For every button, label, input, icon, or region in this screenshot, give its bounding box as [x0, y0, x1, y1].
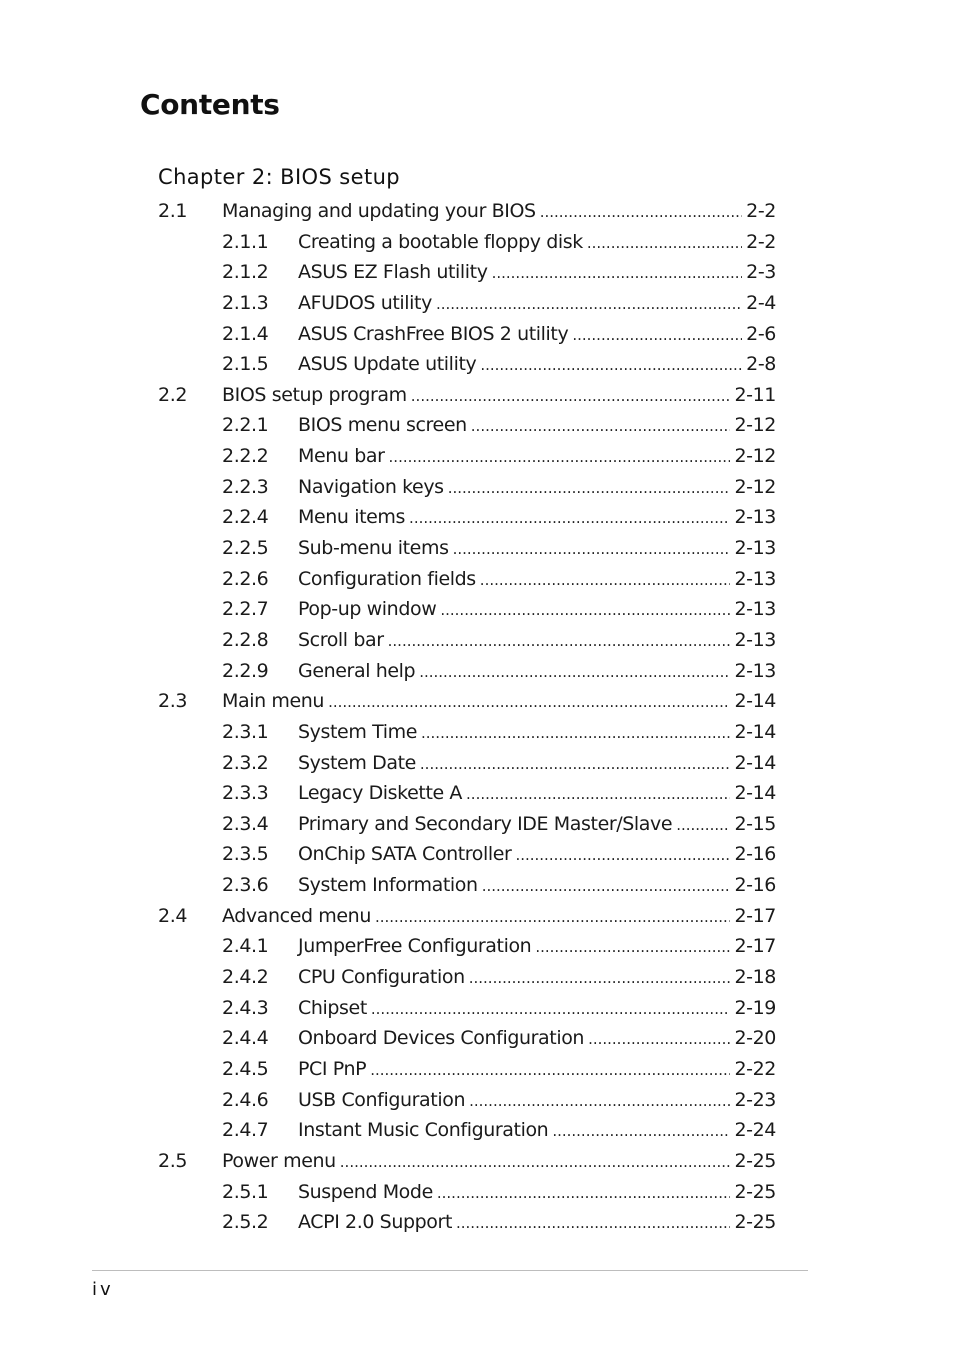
toc-entry-page: 2-25 [734, 1149, 776, 1172]
toc-entry-number: 2.3.1 [222, 720, 269, 743]
toc-entry-line [298, 717, 776, 749]
toc-entry-line [222, 901, 776, 933]
toc-entry-page: 2-8 [746, 353, 776, 376]
toc-entry-line [298, 931, 776, 963]
toc-entry-line [298, 1177, 776, 1209]
toc-entry[interactable] [158, 901, 776, 932]
toc-entry-line [222, 686, 776, 718]
toc-entry-page: 2-12 [734, 445, 776, 468]
toc-entry-label: Instant Music Configuration [298, 1119, 549, 1142]
toc-entry-number: 2.4.4 [222, 1027, 269, 1050]
toc-entry[interactable] [158, 1207, 776, 1238]
toc-entry-line [298, 472, 776, 504]
toc-entry-page: 2-14 [734, 690, 776, 713]
toc-entry-label: Menu items [298, 506, 406, 529]
toc-entry-label: Suspend Mode [298, 1180, 433, 1203]
toc-entry-label: General help [298, 659, 416, 682]
toc-entry[interactable] [158, 931, 776, 962]
toc-entry-number: 2.1.5 [222, 353, 269, 376]
toc-entry-number: 2.2.8 [222, 628, 269, 651]
toc-entry-line [298, 349, 776, 381]
toc-entry-number: 2.4.5 [222, 1057, 269, 1080]
dot-leader [419, 657, 730, 688]
dot-leader [588, 1024, 730, 1055]
toc-entry[interactable] [158, 870, 776, 901]
footer-divider [92, 1270, 808, 1271]
toc-entry-line [298, 625, 776, 657]
toc-entry-number: 2.1.3 [222, 291, 269, 314]
toc-entry-line [298, 993, 776, 1025]
toc-entry[interactable] [158, 993, 776, 1024]
toc-entry[interactable] [158, 778, 776, 809]
toc-entry-page: 2-3 [746, 261, 776, 284]
toc-entry-line [298, 1207, 776, 1239]
dot-leader [492, 258, 743, 289]
toc-entry-label: PCI PnP [298, 1057, 367, 1080]
toc-entry-line [298, 656, 776, 688]
toc-entry[interactable] [158, 1023, 776, 1054]
toc-entry-label: CPU Configuration [298, 966, 465, 989]
toc-entry-page: 2-22 [734, 1057, 776, 1080]
toc-entry-label: BIOS setup program [222, 383, 407, 406]
dot-leader [437, 1178, 731, 1209]
toc-entry-label: Creating a bootable floppy disk [298, 230, 583, 253]
toc-entry-line [298, 748, 776, 780]
dot-leader [440, 595, 730, 626]
toc-entry-page: 2-14 [734, 782, 776, 805]
toc-entry[interactable] [158, 349, 776, 380]
toc-entry-page: 2-17 [734, 935, 776, 958]
toc-entry-label: Legacy Diskette A [298, 782, 463, 805]
toc-entry-line [298, 809, 776, 841]
toc-entry-page: 2-14 [734, 720, 776, 743]
dot-leader [469, 1086, 730, 1117]
toc-entry-page: 2-2 [746, 200, 776, 222]
dot-leader [572, 320, 742, 351]
toc-entry-line [298, 319, 776, 351]
toc-entry-page: 2-12 [734, 475, 776, 498]
toc-entry-page: 2-14 [734, 751, 776, 774]
dot-leader [480, 565, 731, 596]
toc-entry[interactable] [158, 319, 776, 350]
toc-entry-page: 2-19 [734, 996, 776, 1019]
dot-leader [676, 810, 730, 841]
toc-entry-label: Sub-menu items [298, 537, 449, 560]
toc-entry-line [298, 502, 776, 534]
dot-leader [371, 994, 731, 1025]
dot-leader [469, 963, 731, 994]
dot-leader [340, 1147, 731, 1178]
toc-entry-line [298, 410, 776, 442]
toc-entry-label: Menu bar [298, 445, 385, 468]
toc-entry-label: Onboard Devices Configuration [298, 1027, 585, 1050]
dot-leader [482, 871, 731, 902]
toc-entry[interactable] [158, 1054, 776, 1085]
dot-leader [388, 626, 731, 657]
toc-entry[interactable] [158, 809, 776, 840]
toc-entry-page: 2-13 [734, 567, 776, 590]
toc-entry-line [222, 196, 776, 228]
toc-entry-page: 2-13 [734, 537, 776, 560]
toc-entry-label: Navigation keys [298, 475, 444, 498]
toc-entry[interactable] [158, 196, 776, 227]
toc-entry-number: 2.4.1 [222, 935, 269, 958]
toc-entry-number: 2.3.3 [222, 782, 269, 805]
toc-entry[interactable] [158, 1085, 776, 1116]
toc-entry-label: System Information [298, 874, 478, 897]
toc-entry-page: 2-13 [734, 598, 776, 621]
toc-entry-number: 2.5 [158, 1149, 188, 1172]
toc-entry-number: 2.4 [158, 904, 188, 927]
toc-entry-line [298, 227, 776, 259]
toc-entry[interactable] [158, 257, 776, 288]
toc-entry-number: 2.3.2 [222, 751, 269, 774]
toc-entry-label: ASUS EZ Flash utility [298, 261, 488, 284]
toc-entry-page: 2-17 [734, 904, 776, 927]
toc-entry-page: 2-6 [746, 322, 776, 345]
page-title: Contents [140, 88, 280, 121]
toc-entry-page: 2-16 [734, 874, 776, 897]
dot-leader [587, 228, 742, 259]
toc-entry[interactable] [158, 839, 776, 870]
toc-entry-label: Managing and updating your BIOS [222, 200, 536, 222]
dot-leader [471, 411, 731, 442]
dot-leader [436, 289, 742, 320]
toc-entry-label: BIOS menu screen [298, 414, 467, 437]
toc-entry-page: 2-13 [734, 506, 776, 529]
toc-entry-number: 2.5.1 [222, 1180, 269, 1203]
toc-entry-page: 2-23 [734, 1088, 776, 1111]
dot-leader [421, 718, 730, 749]
toc-entry[interactable] [158, 686, 776, 717]
toc-entry[interactable] [158, 533, 776, 564]
dot-leader [409, 503, 730, 534]
toc-entry[interactable] [158, 625, 776, 656]
dot-leader [389, 442, 731, 473]
toc-entry-label: System Date [298, 751, 416, 774]
toc-entry-page: 2-11 [734, 383, 776, 406]
toc-entry-label: ASUS CrashFree BIOS 2 utility [298, 322, 569, 345]
toc-entry-number: 2.1.2 [222, 261, 269, 284]
toc-entry-line [298, 778, 776, 810]
dot-leader [456, 1208, 730, 1239]
toc-entry[interactable] [158, 962, 776, 993]
toc-entry-number: 2.2 [158, 383, 188, 406]
toc-entry-number: 2.3.5 [222, 843, 269, 866]
toc-entry-number: 2.4.6 [222, 1088, 269, 1111]
toc-entry-label: JumperFree Configuration [298, 935, 532, 958]
toc-entry-line [298, 839, 776, 871]
toc-entry[interactable] [158, 1115, 776, 1146]
toc-entry-line [298, 1115, 776, 1147]
dot-leader [540, 197, 742, 228]
toc-entry-label: Scroll bar [298, 628, 384, 651]
dot-leader [466, 779, 730, 810]
toc-entry-number: 2.3 [158, 690, 188, 713]
toc-entry-line [298, 1023, 776, 1055]
toc-entry-label: Main menu [222, 690, 325, 713]
dot-leader [411, 381, 731, 412]
chapter-heading: Chapter 2: BIOS setup [158, 165, 401, 189]
dot-leader [515, 840, 730, 871]
toc-entry-line [298, 594, 776, 626]
toc-entry-number: 2.1.1 [222, 230, 269, 253]
toc-entry-page: 2-13 [734, 628, 776, 651]
toc-entry-number: 2.2.4 [222, 506, 269, 529]
toc-entry[interactable] [158, 564, 776, 595]
toc-entry-page: 2-18 [734, 966, 776, 989]
toc-entry-line [298, 962, 776, 994]
toc-entry-label: OnChip SATA Controller [298, 843, 512, 866]
toc-entry-page: 2-25 [734, 1211, 776, 1234]
toc-entry[interactable] [158, 380, 776, 411]
dot-leader [328, 687, 730, 718]
toc-entry-page: 2-13 [734, 659, 776, 682]
toc-entry-label: Chipset [298, 996, 367, 1019]
toc-entry-page: 2-16 [734, 843, 776, 866]
toc-entry[interactable] [158, 656, 776, 687]
toc-entry[interactable] [158, 717, 776, 748]
footer-page-number: iv [92, 1279, 114, 1300]
toc-entry-label: Primary and Secondary IDE Master/Slave [298, 812, 673, 835]
toc-entry-number: 2.2.5 [222, 537, 269, 560]
toc-entry[interactable] [158, 441, 776, 472]
toc-entry-label: USB Configuration [298, 1088, 466, 1111]
toc-entry-label: AFUDOS utility [298, 291, 432, 314]
toc-entry-label: ACPI 2.0 Support [298, 1211, 452, 1234]
toc-entry-page: 2-12 [734, 414, 776, 437]
dot-leader [552, 1116, 730, 1147]
toc-entry-page: 2-25 [734, 1180, 776, 1203]
toc-entry-page: 2-4 [746, 291, 776, 314]
dot-leader [448, 473, 731, 504]
toc-entry-number: 2.4.7 [222, 1119, 269, 1142]
toc-entry-page: 2-2 [746, 230, 776, 253]
toc-entry[interactable] [158, 410, 776, 441]
toc-entry-line [298, 257, 776, 289]
toc-entry-label: Advanced menu [222, 904, 371, 927]
toc-entry[interactable] [158, 227, 776, 258]
toc-entry-number: 2.2.2 [222, 445, 269, 468]
toc-entry[interactable] [158, 748, 776, 779]
toc-entry[interactable] [158, 594, 776, 625]
dot-leader [453, 534, 731, 565]
toc-entry-line [298, 1085, 776, 1117]
toc-entry[interactable] [158, 472, 776, 503]
toc-entry-number: 2.1.4 [222, 322, 269, 345]
toc-entry[interactable] [158, 1177, 776, 1208]
toc-entry-label: Pop-up window [298, 598, 437, 621]
toc-entry-number: 2.2.7 [222, 598, 269, 621]
toc-entry-number: 2.2.3 [222, 475, 269, 498]
toc-entry[interactable] [158, 502, 776, 533]
dot-leader [370, 1055, 730, 1086]
toc-entry-line [222, 1146, 776, 1178]
toc-entry-page: 2-15 [734, 812, 776, 835]
toc-entry-line [298, 1054, 776, 1086]
toc-entry-number: 2.1 [158, 200, 188, 222]
toc-entry-number: 2.4.3 [222, 996, 269, 1019]
toc-entry-label: System Time [298, 720, 417, 743]
toc-entry-number: 2.2.6 [222, 567, 269, 590]
dot-leader [375, 902, 730, 933]
toc-entry-line [298, 441, 776, 473]
toc-entry[interactable] [158, 288, 776, 319]
toc-entry-number: 2.2.1 [222, 414, 269, 437]
dot-leader [535, 932, 730, 963]
toc-entry-page: 2-20 [734, 1027, 776, 1050]
toc-entry-label: Power menu [222, 1149, 336, 1172]
dot-leader [420, 749, 731, 780]
toc-entry[interactable] [158, 1146, 776, 1177]
toc-entry-number: 2.2.9 [222, 659, 269, 682]
toc-entry-label: Configuration fields [298, 567, 476, 590]
toc-entry-number: 2.5.2 [222, 1211, 269, 1234]
table-of-contents [158, 196, 776, 1238]
toc-entry-line [298, 564, 776, 596]
toc-entry-label: ASUS Update utility [298, 353, 477, 376]
toc-entry-line [298, 288, 776, 320]
toc-entry-line [298, 870, 776, 902]
toc-entry-number: 2.3.4 [222, 812, 269, 835]
toc-entry-number: 2.3.6 [222, 874, 269, 897]
toc-entry-number: 2.4.2 [222, 966, 269, 989]
toc-entry-line [298, 533, 776, 565]
dot-leader [480, 350, 742, 381]
toc-entry-page: 2-24 [734, 1119, 776, 1142]
toc-entry-line [222, 380, 776, 412]
